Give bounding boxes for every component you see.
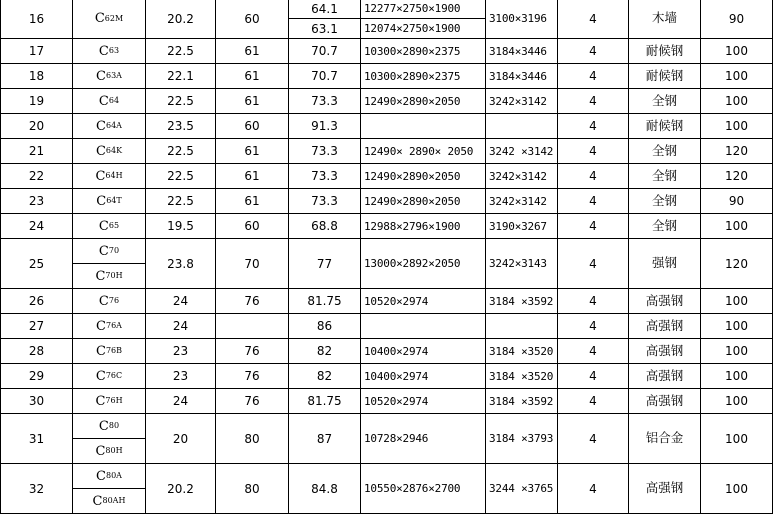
row-number: 22 [28,169,45,183]
col-8: 4 [589,294,597,308]
col-8: 4 [589,481,597,496]
col-8: 4 [589,431,597,446]
col-5: 64.1 [311,1,338,16]
col-4: 61 [244,44,260,58]
col-8: 4 [589,11,597,26]
dimensions: 12490×2890×2050 [364,194,461,208]
car-model [73,414,145,438]
dimensions: 10728×2946 [364,432,429,445]
col-4: 61 [244,194,260,208]
row-number: 18 [28,69,45,83]
dimensions: 10520×2974 [364,294,429,308]
car-model [73,464,145,488]
col-7 [486,314,557,338]
row-number: 32 [28,481,45,496]
col-10: 100 [725,94,748,108]
col-5: 68.8 [311,219,338,233]
model-base: C [96,318,106,334]
col-4: 76 [244,394,260,408]
col-8: 4 [589,169,597,183]
col-8: 4 [589,69,597,83]
col-8: 4 [589,94,597,108]
col-7: 3184 ×3520 [489,344,554,358]
car-model [73,314,145,338]
col-5: 82 [316,369,333,383]
col-4 [216,314,288,338]
model-base: C [95,393,106,409]
model-subscript: 80AH [102,496,126,505]
col-10: 100 [725,431,748,446]
car-model [73,139,145,163]
col-8: 4 [589,394,597,408]
col-3: 20.2 [167,11,194,26]
model-base: C [98,218,109,234]
dimensions: 12490× 2890× 2050 [364,144,474,158]
col-7: 3242×3143 [489,257,547,270]
col-5: 81.75 [307,294,342,308]
model-subscript: 76B [105,346,122,355]
col-8: 4 [589,256,597,271]
model-subscript: 76 [108,296,120,305]
model-subscript: 63A [105,71,122,80]
body-material: 全钢 [651,167,677,183]
col-5: 73.3 [311,94,338,108]
col-7: 3242×3142 [489,194,547,208]
col-7: 3100×3196 [489,12,547,25]
body-material: 高强钢 [645,342,684,358]
col-3: 24 [172,319,189,333]
row-number: 20 [28,119,45,133]
body-material: 高强钢 [645,367,684,383]
col-3: 22.5 [167,94,194,108]
car-model [73,389,145,413]
col-4: 61 [244,169,260,183]
col-5: 73.3 [311,194,338,208]
col-4: 61 [244,69,260,83]
col-7: 3184×3446 [489,44,547,58]
dimensions: 10400×2974 [364,369,429,383]
dimensions: 12490×2890×2050 [364,169,461,183]
car-model [73,439,145,463]
grid-line-vertical [772,0,773,514]
body-material: 高强钢 [645,480,684,496]
model-subscript: 70 [108,246,120,255]
col-5: 86 [316,319,333,333]
col-10: 90 [728,11,745,26]
row-number: 19 [28,94,45,108]
row-number: 23 [28,194,45,208]
col-4: 60 [244,219,260,233]
model-subscript: 64H [105,171,123,180]
model-subscript: 64K [105,146,123,155]
dimensions: 12988×2796×1900 [364,219,461,233]
col-10: 100 [725,481,748,496]
car-model [73,114,145,138]
col-7 [486,114,557,138]
col-7: 3184 ×3520 [489,369,554,383]
col-4: 80 [244,481,260,496]
col-10: 100 [725,344,748,358]
col-3: 24 [172,394,189,408]
model-subscript: 64A [105,121,122,130]
col-5: 73.3 [311,144,338,158]
col-5: 87 [316,431,333,446]
body-material: 木墙 [651,10,677,26]
model-subscript: 64 [108,96,120,105]
col-5: 77 [316,256,333,271]
col-4: 70 [244,256,260,271]
col-3: 20 [172,431,189,446]
car-model [73,289,145,313]
row-number: 17 [28,44,45,58]
car-model [73,0,145,38]
col-4: 80 [244,431,260,446]
col-7: 3184 ×3592 [489,394,554,408]
col-5: 81.75 [307,394,342,408]
car-model [73,364,145,388]
col-8: 4 [589,344,597,358]
model-base: C [96,468,106,484]
dimensions: 10300×2890×2375 [364,69,461,83]
col-7: 3184 ×3592 [489,294,554,308]
dimensions: 10300×2890×2375 [364,44,461,58]
car-model [73,39,145,63]
col-7: 3242×3142 [489,94,547,108]
col-3: 20.2 [167,481,194,496]
col-3: 23.5 [167,119,194,133]
col-5: 82 [316,344,333,358]
col-4: 60 [244,11,260,26]
col-8: 4 [589,119,597,133]
col-3: 22.5 [167,44,194,58]
body-material: 铝合金 [645,430,684,446]
col-10: 100 [725,394,748,408]
col-4: 76 [244,344,260,358]
body-material: 高强钢 [645,392,684,408]
body-material: 高强钢 [645,317,684,333]
col-3: 23.8 [167,256,194,271]
col-10: 100 [725,319,748,333]
model-base: C [98,418,109,434]
col-3: 22.1 [167,69,194,83]
col-10: 90 [728,194,745,208]
car-model [73,64,145,88]
row-number: 30 [28,394,45,408]
dimensions: 10400×2974 [364,344,429,358]
col-10: 100 [725,69,748,83]
col-5: 70.7 [311,69,338,83]
col-3: 19.5 [167,219,194,233]
model-base: C [95,368,106,384]
model-subscript: 80A [105,471,122,480]
model-subscript: 80H [105,446,123,455]
model-subscript: 70H [105,271,123,280]
body-material: 全钢 [651,217,677,233]
dimensions: 12074×2750×1900 [364,22,461,35]
row-number: 24 [28,219,45,233]
model-subscript: 64T [106,196,122,205]
col-4: 61 [244,94,260,108]
model-subscript: 65 [108,221,120,230]
body-material: 耐候钢 [645,42,684,58]
col-8: 4 [589,194,597,208]
col-7: 3190×3267 [489,219,547,233]
col-10: 120 [725,256,748,271]
model-base: C [92,493,103,509]
row-number: 26 [28,294,45,308]
row-number: 28 [28,344,45,358]
row-number: 29 [28,369,45,383]
row-number: 16 [28,11,45,26]
model-base: C [96,193,107,209]
car-model [73,264,145,288]
body-material: 全钢 [651,92,677,108]
col-5: 70.7 [311,44,338,58]
col-3: 24 [172,294,189,308]
body-material: 耐候钢 [645,117,684,133]
row-number: 31 [28,431,45,446]
model-base: C [98,43,109,59]
car-model [73,189,145,213]
col-7: 3184×3446 [489,69,547,83]
model-base: C [95,443,106,459]
car-model [73,239,145,263]
dimensions: 10520×2974 [364,394,429,408]
col-3: 22.5 [167,144,194,158]
col-7: 3242×3142 [489,169,547,183]
body-material: 强钢 [651,255,677,271]
col-7: 3244 ×3765 [489,482,554,495]
model-subscript: 62M [104,13,124,23]
col-10: 100 [725,119,748,133]
row-number: 21 [28,144,45,158]
col-8: 4 [589,219,597,233]
model-base: C [98,93,109,109]
model-base: C [95,268,106,284]
body-material: 高强钢 [645,292,684,308]
model-base: C [96,68,106,84]
model-base: C [96,118,106,134]
model-base: C [98,243,109,259]
car-model [73,339,145,363]
col-8: 4 [589,44,597,58]
col-5: 91.3 [311,119,338,133]
col-3: 22.5 [167,194,194,208]
model-subscript: 76H [105,396,123,405]
car-model [73,214,145,238]
model-subscript: 63 [108,46,120,55]
car-model [73,164,145,188]
model-base: C [98,293,109,309]
col-3: 22.5 [167,169,194,183]
model-base: C [95,143,106,159]
model-base: C [95,168,106,184]
col-3: 23 [172,369,189,383]
body-material: 全钢 [651,142,677,158]
col-10: 100 [725,294,748,308]
dimensions: 13000×2892×2050 [364,257,461,270]
row-number: 25 [28,256,45,271]
col-8: 4 [589,144,597,158]
dimensions: 12277×2750×1900 [364,2,461,15]
dimensions [361,314,485,338]
col-7: 3242 ×3142 [489,144,554,158]
row-number: 27 [28,319,45,333]
col-4: 76 [244,294,260,308]
col-5: 84.8 [311,481,338,496]
model-subscript: 76A [105,321,122,330]
car-model [73,489,145,513]
col-8: 4 [589,319,597,333]
col-10: 120 [725,169,748,183]
car-model [73,89,145,113]
col-5: 73.3 [311,169,338,183]
dimensions: 10550×2876×2700 [364,482,461,495]
col-3: 23 [172,344,189,358]
col-4: 61 [244,144,260,158]
body-material: 全钢 [651,192,677,208]
col-5: 63.1 [311,21,338,36]
col-8: 4 [589,369,597,383]
col-10: 100 [725,219,748,233]
model-base: C [95,343,106,359]
col-10: 100 [725,44,748,58]
model-subscript: 76C [105,371,123,380]
col-4: 76 [244,369,260,383]
model-subscript: 80 [108,421,120,430]
model-base: C [94,11,105,26]
col-4: 60 [244,119,260,133]
body-material: 耐候钢 [645,67,684,83]
col-10: 100 [725,369,748,383]
dimensions: 12490×2890×2050 [364,94,461,108]
col-7: 3184 ×3793 [489,432,554,445]
col-10: 120 [725,144,748,158]
dimensions [361,114,485,138]
